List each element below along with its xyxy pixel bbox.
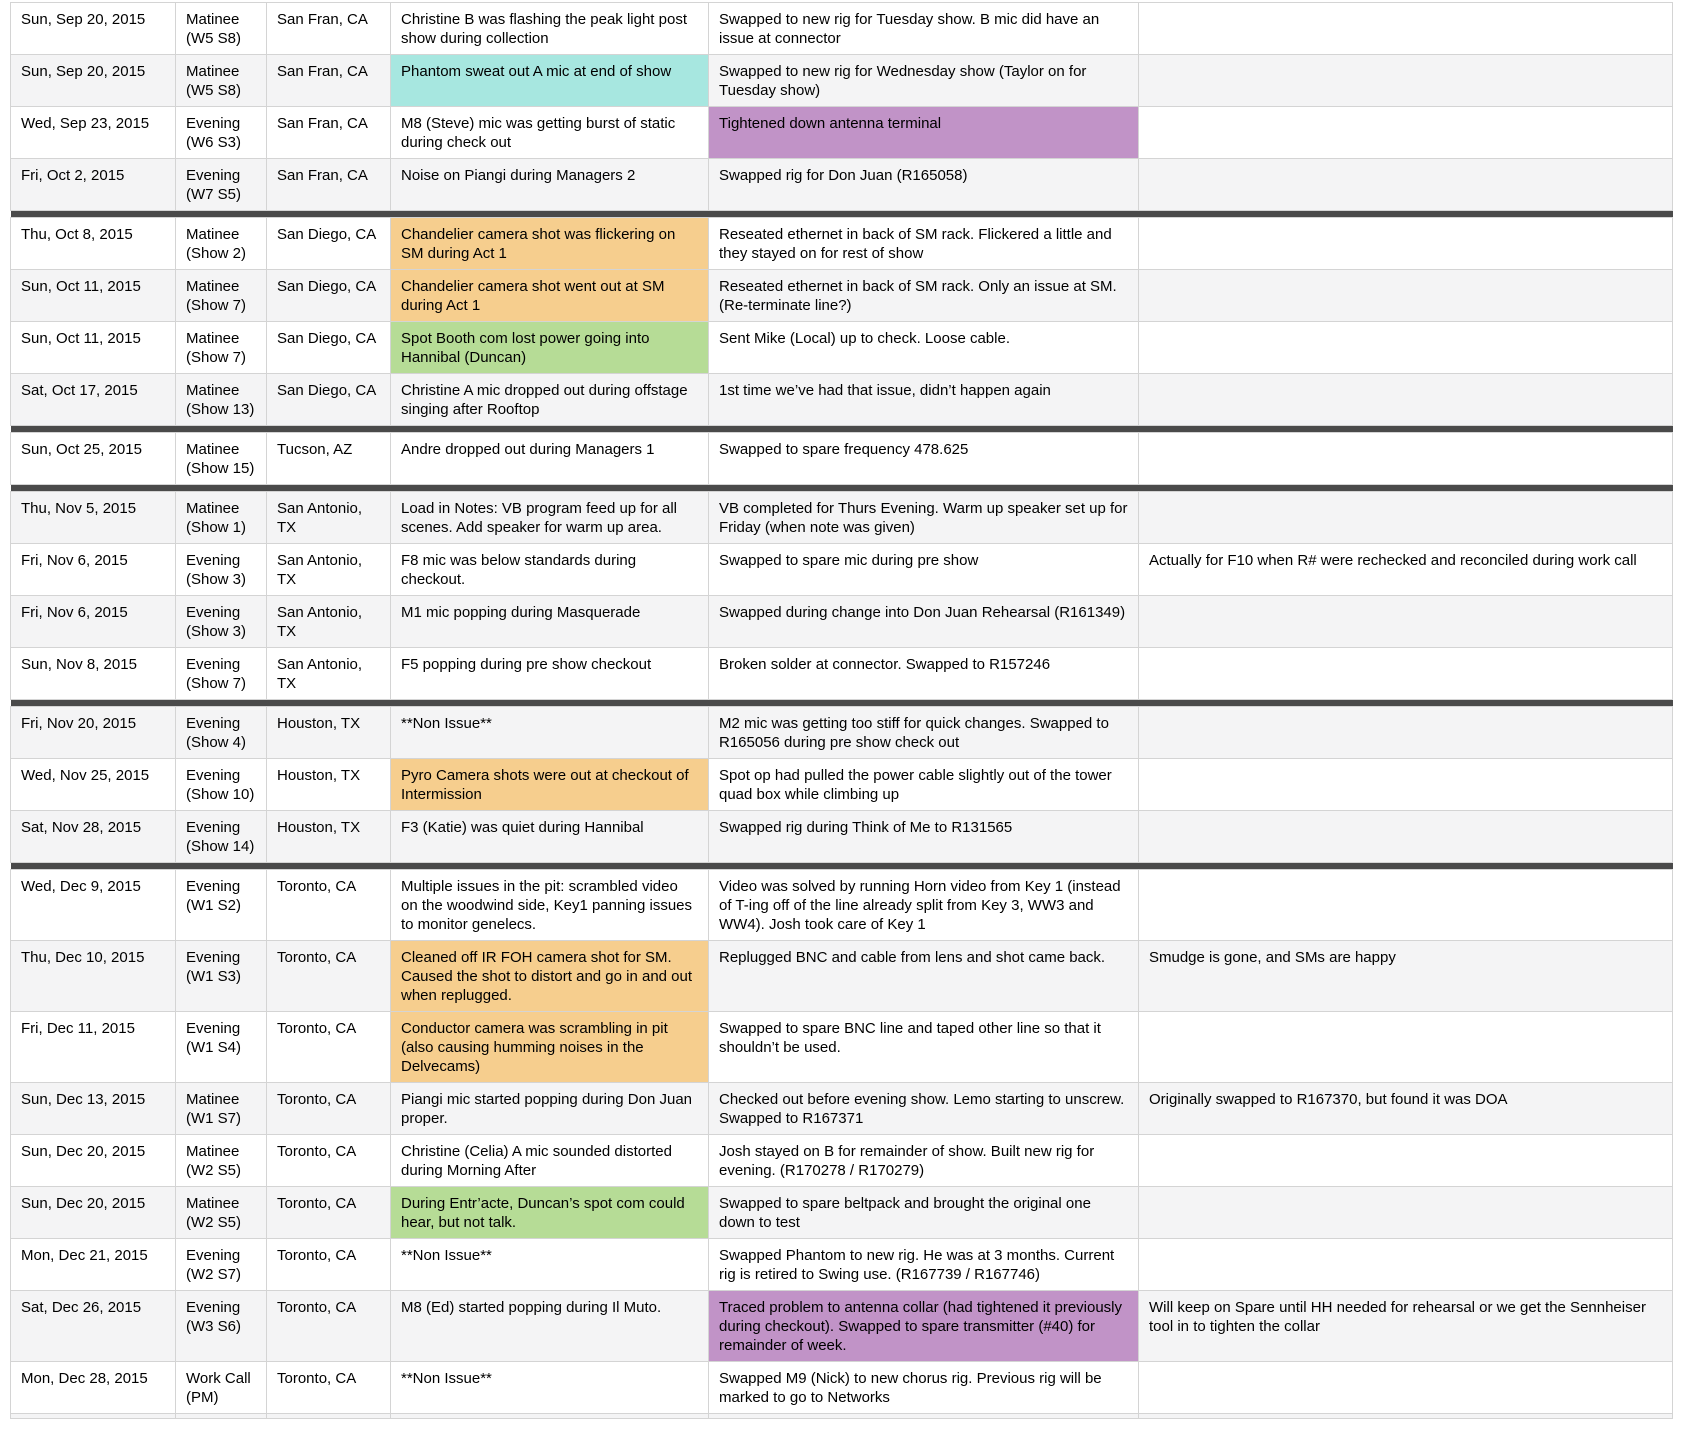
date-cell[interactable]: Thu, Nov 5, 2015 (11, 492, 176, 544)
partial-bottom-row (11, 1414, 1673, 1419)
date-cell[interactable]: Wed, Sep 23, 2015 (11, 107, 176, 159)
issue-cell[interactable]: M1 mic popping during Masquerade (391, 596, 709, 648)
city-cell[interactable]: Tucson, AZ (267, 433, 391, 485)
show-cell[interactable]: Evening (W1 S3) (176, 941, 267, 1012)
show-cell[interactable]: Work Call (PM) (176, 1362, 267, 1414)
table-row (11, 759, 1673, 811)
date-cell[interactable]: Sun, Sep 20, 2015 (11, 3, 176, 55)
resolution-cell[interactable]: Swapped during change into Don Juan Rehearsal (R161349) (709, 596, 1139, 648)
show-cell[interactable]: Evening (W6 S3) (176, 107, 267, 159)
issue-cell[interactable]: Phantom sweat out A mic at end of show (391, 55, 709, 107)
date-cell[interactable]: Sun, Sep 20, 2015 (11, 55, 176, 107)
table-row (11, 492, 1673, 544)
table-row (11, 1012, 1673, 1083)
notes-cell[interactable] (1139, 596, 1673, 648)
table-row (11, 1187, 1673, 1239)
resolution-cell[interactable]: Swapped rig for Don Juan (R165058) (709, 159, 1139, 211)
notes-cell[interactable] (1139, 270, 1673, 322)
city-cell[interactable]: San Fran, CA (267, 3, 391, 55)
issue-cell[interactable]: During Entr’acte, Duncan’s spot com could hear, but not talk. (391, 1187, 709, 1239)
city-cell[interactable]: San Fran, CA (267, 55, 391, 107)
group-separator-bar (11, 863, 1673, 870)
table-row (11, 159, 1673, 211)
show-issue-log-sheet (10, 2, 1694, 1419)
notes-cell[interactable] (1139, 107, 1673, 159)
partial-cell[interactable] (176, 1414, 267, 1419)
date-cell[interactable]: Sun, Oct 11, 2015 (11, 270, 176, 322)
issue-cell[interactable]: M8 (Steve) mic was getting burst of static during check out (391, 107, 709, 159)
resolution-cell[interactable]: Checked out before evening show. Lemo starting to unscrew. Swapped to R167371 (709, 1083, 1139, 1135)
resolution-cell[interactable]: Swapped M9 (Nick) to new chorus rig. Previous rig will be marked to go to Networks (709, 1362, 1139, 1414)
date-cell[interactable]: Mon, Dec 28, 2015 (11, 1362, 176, 1414)
show-cell[interactable]: Matinee (Show 13) (176, 374, 267, 426)
date-cell[interactable]: Sat, Oct 17, 2015 (11, 374, 176, 426)
issue-cell[interactable]: Noise on Piangi during Managers 2 (391, 159, 709, 211)
issue-log-table (10, 2, 1673, 1419)
show-cell[interactable]: Matinee (Show 1) (176, 492, 267, 544)
issue-cell[interactable]: F5 popping during pre show checkout (391, 648, 709, 700)
date-cell[interactable]: Wed, Nov 25, 2015 (11, 759, 176, 811)
table-row (11, 941, 1673, 1012)
city-cell[interactable]: Houston, TX (267, 811, 391, 863)
resolution-cell[interactable]: Replugged BNC and cable from lens and shot came back. (709, 941, 1139, 1012)
notes-cell[interactable] (1139, 1362, 1673, 1414)
partial-cell[interactable] (11, 1414, 176, 1419)
notes-cell[interactable] (1139, 433, 1673, 485)
issue-log-rows (11, 3, 1673, 1419)
date-cell[interactable]: Fri, Oct 2, 2015 (11, 159, 176, 211)
resolution-cell[interactable]: Reseated ethernet in back of SM rack. Flickered a little and they stayed on for rest of show (709, 218, 1139, 270)
issue-cell[interactable]: Andre dropped out during Managers 1 (391, 433, 709, 485)
notes-cell[interactable] (1139, 218, 1673, 270)
city-cell[interactable]: Toronto, CA (267, 1362, 391, 1414)
city-cell[interactable]: Toronto, CA (267, 1239, 391, 1291)
group-separator-bar (11, 700, 1673, 707)
city-cell[interactable]: Toronto, CA (267, 870, 391, 941)
table-row (11, 433, 1673, 485)
city-cell[interactable]: Toronto, CA (267, 1135, 391, 1187)
issue-cell[interactable]: Christine (Celia) A mic sounded distorted during Morning After (391, 1135, 709, 1187)
date-cell[interactable]: Thu, Dec 10, 2015 (11, 941, 176, 1012)
show-cell[interactable]: Evening (W1 S2) (176, 870, 267, 941)
issue-cell[interactable]: Chandelier camera shot was flickering on SM during Act 1 (391, 218, 709, 270)
notes-cell[interactable] (1139, 648, 1673, 700)
notes-cell[interactable]: Actually for F10 when R# were rechecked and reconciled during work call (1139, 544, 1673, 596)
resolution-cell[interactable]: Reseated ethernet in back of SM rack. Only an issue at SM. (Re-terminate line?) (709, 270, 1139, 322)
show-cell[interactable]: Evening (W3 S6) (176, 1291, 267, 1362)
issue-cell[interactable]: **Non Issue** (391, 1239, 709, 1291)
date-cell[interactable]: Sun, Nov 8, 2015 (11, 648, 176, 700)
table-row (11, 374, 1673, 426)
partial-cell[interactable] (391, 1414, 709, 1419)
issue-cell[interactable]: **Non Issue** (391, 707, 709, 759)
city-cell[interactable]: San Antonio, TX (267, 596, 391, 648)
resolution-cell[interactable]: VB completed for Thurs Evening. Warm up speaker set up for Friday (when note was given) (709, 492, 1139, 544)
table-row (11, 1291, 1673, 1362)
issue-cell[interactable]: F8 mic was below standards during checkout. (391, 544, 709, 596)
notes-cell[interactable] (1139, 707, 1673, 759)
resolution-cell[interactable]: M2 mic was getting too stiff for quick changes. Swapped to R165056 during pre show check out (709, 707, 1139, 759)
city-cell[interactable]: Toronto, CA (267, 1187, 391, 1239)
city-cell[interactable]: San Fran, CA (267, 107, 391, 159)
city-cell[interactable]: Houston, TX (267, 759, 391, 811)
date-cell[interactable]: Sun, Dec 20, 2015 (11, 1187, 176, 1239)
group-separator (11, 426, 1673, 433)
city-cell[interactable]: San Fran, CA (267, 159, 391, 211)
issue-cell[interactable]: Pyro Camera shots were out at checkout of Intermission (391, 759, 709, 811)
resolution-cell[interactable]: Sent Mike (Local) up to check. Loose cable. (709, 322, 1139, 374)
issue-cell[interactable]: Piangi mic started popping during Don Juan proper. (391, 1083, 709, 1135)
date-cell[interactable]: Wed, Dec 9, 2015 (11, 870, 176, 941)
show-cell[interactable]: Evening (W1 S4) (176, 1012, 267, 1083)
group-separator (11, 863, 1673, 870)
resolution-cell[interactable]: Swapped Phantom to new rig. He was at 3 months. Current rig is retired to Swing use. (R167739 / R167746) (709, 1239, 1139, 1291)
partial-cell[interactable] (267, 1414, 391, 1419)
city-cell[interactable]: Toronto, CA (267, 1083, 391, 1135)
show-cell[interactable]: Matinee (Show 15) (176, 433, 267, 485)
table-row (11, 1135, 1673, 1187)
show-cell[interactable]: Matinee (W5 S8) (176, 55, 267, 107)
city-cell[interactable]: Toronto, CA (267, 1012, 391, 1083)
city-cell[interactable]: Houston, TX (267, 707, 391, 759)
table-row (11, 811, 1673, 863)
issue-cell[interactable]: Christine A mic dropped out during offstage singing after Rooftop (391, 374, 709, 426)
show-cell[interactable]: Matinee (W2 S5) (176, 1135, 267, 1187)
show-cell[interactable]: Matinee (W5 S8) (176, 3, 267, 55)
table-row (11, 107, 1673, 159)
notes-cell[interactable] (1139, 322, 1673, 374)
notes-cell[interactable]: Originally swapped to R167370, but found it was DOA (1139, 1083, 1673, 1135)
city-cell[interactable]: San Diego, CA (267, 218, 391, 270)
show-cell[interactable]: Matinee (Show 7) (176, 270, 267, 322)
notes-cell[interactable] (1139, 374, 1673, 426)
table-row (11, 3, 1673, 55)
resolution-cell[interactable]: Josh stayed on B for remainder of show. Built new rig for evening. (R170278 / R170279) (709, 1135, 1139, 1187)
group-separator (11, 700, 1673, 707)
table-row (11, 270, 1673, 322)
table-row (11, 1239, 1673, 1291)
date-cell[interactable]: Sun, Dec 13, 2015 (11, 1083, 176, 1135)
notes-cell[interactable]: Smudge is gone, and SMs are happy (1139, 941, 1673, 1012)
city-cell[interactable]: San Antonio, TX (267, 544, 391, 596)
date-cell[interactable]: Fri, Nov 6, 2015 (11, 596, 176, 648)
show-cell[interactable]: Matinee (W1 S7) (176, 1083, 267, 1135)
resolution-cell[interactable]: 1st time we’ve had that issue, didn’t happen again (709, 374, 1139, 426)
city-cell[interactable]: San Diego, CA (267, 374, 391, 426)
resolution-cell[interactable]: Video was solved by running Horn video from Key 1 (instead of T-ing off of the line already split from Key 3, WW3 and WW4). Josh took care of Key 1 (709, 870, 1139, 941)
table-row (11, 544, 1673, 596)
group-separator (11, 485, 1673, 492)
issue-cell[interactable]: Multiple issues in the pit: scrambled video on the woodwind side, Key1 panning issues to monitor genelecs. (391, 870, 709, 941)
notes-cell[interactable] (1139, 811, 1673, 863)
group-separator-bar (11, 211, 1673, 218)
table-row (11, 218, 1673, 270)
partial-cell[interactable] (709, 1414, 1139, 1419)
date-cell[interactable]: Sun, Dec 20, 2015 (11, 1135, 176, 1187)
resolution-cell[interactable]: Swapped to spare frequency 478.625 (709, 433, 1139, 485)
date-cell[interactable]: Fri, Dec 11, 2015 (11, 1012, 176, 1083)
issue-cell[interactable]: F3 (Katie) was quiet during Hannibal (391, 811, 709, 863)
show-cell[interactable]: Evening (Show 10) (176, 759, 267, 811)
resolution-cell[interactable]: Tightened down antenna terminal (709, 107, 1139, 159)
issue-cell[interactable]: **Non Issue** (391, 1362, 709, 1414)
notes-cell[interactable] (1139, 759, 1673, 811)
resolution-cell[interactable]: Swapped to spare BNC line and taped other line so that it shouldn’t be used. (709, 1012, 1139, 1083)
table-row (11, 322, 1673, 374)
table-row (11, 1362, 1673, 1414)
resolution-cell[interactable]: Spot op had pulled the power cable slightly out of the tower quad box while climbing up (709, 759, 1139, 811)
city-cell[interactable]: San Diego, CA (267, 270, 391, 322)
issue-cell[interactable]: Load in Notes: VB program feed up for all scenes. Add speaker for warm up area. (391, 492, 709, 544)
issue-cell[interactable]: Chandelier camera shot went out at SM during Act 1 (391, 270, 709, 322)
date-cell[interactable]: Sat, Dec 26, 2015 (11, 1291, 176, 1362)
date-cell[interactable]: Mon, Dec 21, 2015 (11, 1239, 176, 1291)
city-cell[interactable]: San Antonio, TX (267, 648, 391, 700)
city-cell[interactable]: San Diego, CA (267, 322, 391, 374)
show-cell[interactable]: Matinee (Show 2) (176, 218, 267, 270)
show-cell[interactable]: Evening (Show 14) (176, 811, 267, 863)
issue-cell[interactable]: M8 (Ed) started popping during Il Muto. (391, 1291, 709, 1362)
group-separator (11, 211, 1673, 218)
notes-cell[interactable] (1139, 55, 1673, 107)
resolution-cell[interactable]: Swapped to new rig for Wednesday show (Taylor on for Tuesday show) (709, 55, 1139, 107)
city-cell[interactable]: Toronto, CA (267, 1291, 391, 1362)
date-cell[interactable]: Fri, Nov 20, 2015 (11, 707, 176, 759)
table-row (11, 1083, 1673, 1135)
show-cell[interactable]: Evening (Show 7) (176, 648, 267, 700)
issue-cell[interactable]: Cleaned off IR FOH camera shot for SM. Caused the shot to distort and go in and out when replugged. (391, 941, 709, 1012)
table-row (11, 55, 1673, 107)
date-cell[interactable]: Sun, Oct 25, 2015 (11, 433, 176, 485)
issue-cell[interactable]: Spot Booth com lost power going into Hannibal (Duncan) (391, 322, 709, 374)
show-cell[interactable]: Evening (Show 4) (176, 707, 267, 759)
show-cell[interactable]: Evening (W2 S7) (176, 1239, 267, 1291)
show-cell[interactable]: Evening (Show 3) (176, 544, 267, 596)
notes-cell[interactable] (1139, 1187, 1673, 1239)
group-separator-bar (11, 426, 1673, 433)
table-row (11, 707, 1673, 759)
partial-cell[interactable] (1139, 1414, 1673, 1419)
issue-cell[interactable]: Christine B was flashing the peak light post show during collection (391, 3, 709, 55)
issue-cell[interactable]: Conductor camera was scrambling in pit (also causing humming noises in the Delvecams) (391, 1012, 709, 1083)
resolution-cell[interactable]: Swapped to spare beltpack and brought the original one down to test (709, 1187, 1139, 1239)
show-cell[interactable]: Matinee (Show 7) (176, 322, 267, 374)
notes-cell[interactable] (1139, 870, 1673, 941)
show-cell[interactable]: Evening (Show 3) (176, 596, 267, 648)
resolution-cell[interactable]: Broken solder at connector. Swapped to R157246 (709, 648, 1139, 700)
table-row (11, 870, 1673, 941)
show-cell[interactable]: Evening (W7 S5) (176, 159, 267, 211)
notes-cell[interactable] (1139, 3, 1673, 55)
table-row (11, 596, 1673, 648)
date-cell[interactable]: Thu, Oct 8, 2015 (11, 218, 176, 270)
resolution-cell[interactable]: Traced problem to antenna collar (had tightened it previously during checkout). Swapped to spare transmitter (#40) for remainder of week. (709, 1291, 1139, 1362)
notes-cell[interactable] (1139, 492, 1673, 544)
date-cell[interactable]: Fri, Nov 6, 2015 (11, 544, 176, 596)
notes-cell[interactable] (1139, 159, 1673, 211)
date-cell[interactable]: Sun, Oct 11, 2015 (11, 322, 176, 374)
notes-cell[interactable]: Will keep on Spare until HH needed for rehearsal or we get the Sennheiser tool in to tighten the collar (1139, 1291, 1673, 1362)
city-cell[interactable]: San Antonio, TX (267, 492, 391, 544)
city-cell[interactable]: Toronto, CA (267, 941, 391, 1012)
resolution-cell[interactable]: Swapped to new rig for Tuesday show. B mic did have an issue at connector (709, 3, 1139, 55)
notes-cell[interactable] (1139, 1012, 1673, 1083)
notes-cell[interactable] (1139, 1135, 1673, 1187)
show-cell[interactable]: Matinee (W2 S5) (176, 1187, 267, 1239)
group-separator-bar (11, 485, 1673, 492)
notes-cell[interactable] (1139, 1239, 1673, 1291)
resolution-cell[interactable]: Swapped rig during Think of Me to R131565 (709, 811, 1139, 863)
resolution-cell[interactable]: Swapped to spare mic during pre show (709, 544, 1139, 596)
table-row (11, 648, 1673, 700)
date-cell[interactable]: Sat, Nov 28, 2015 (11, 811, 176, 863)
